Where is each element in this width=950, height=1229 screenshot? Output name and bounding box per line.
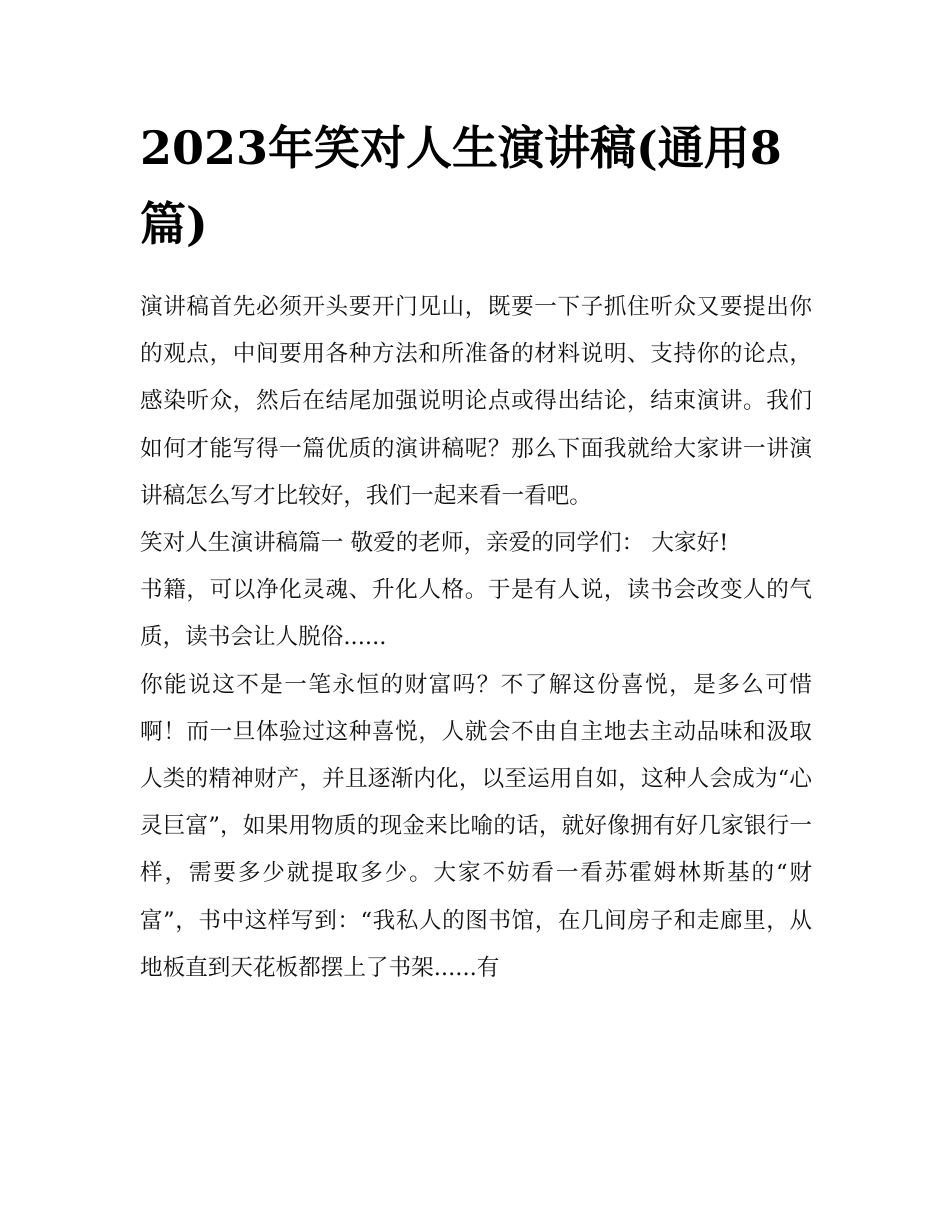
paragraph-intro: 演讲稿首先必须开头要开门见山，既要一下子抓住听众又要提出你的观点，中间要用各种方法和所准备的材料说明、支持你的论点，感染听众，然后在结尾加强说明论点或得出结论，结束演讲。我们如何才能写得一篇优质的演讲稿呢？那么下面我就给大家讲一讲演讲稿怎么写才比较好，我们一起来看一看吧。 [140,294,812,509]
document-title: 2023年笑对人生演讲稿(通用8篇) [140,121,782,251]
paragraph-wealth: 你能说这不是一笔永恒的财富吗？不了解这份喜悦，是多么可惜啊！而一旦体验过这种喜悦，人就会不由自主地去主动品味和汲取人类的精神财产，并且逐渐内化，以至运用自如，这种人会成为“心灵巨富”，如果用物质的现金来比喻的话，就好像拥有好几家银行一样，需要多少就提取多少。大家不妨看一看苏霍姆林斯基的“财富”，书中这样写到：“我私人的图书馆，在几间房子和走廊里，从地板直到天花板都摆上了书架......有 [140,671,812,981]
document-body [140,284,812,992]
paragraph-books: 书籍，可以净化灵魂、升化人格。于是有人说，读书会改变人的气质，读书会让人脱俗...... [140,577,812,651]
paragraph-greeting: 笑对人生演讲稿篇一 敬爱的老师，亲爱的同学们： 大家好! [140,530,729,557]
document-page [140,110,812,992]
